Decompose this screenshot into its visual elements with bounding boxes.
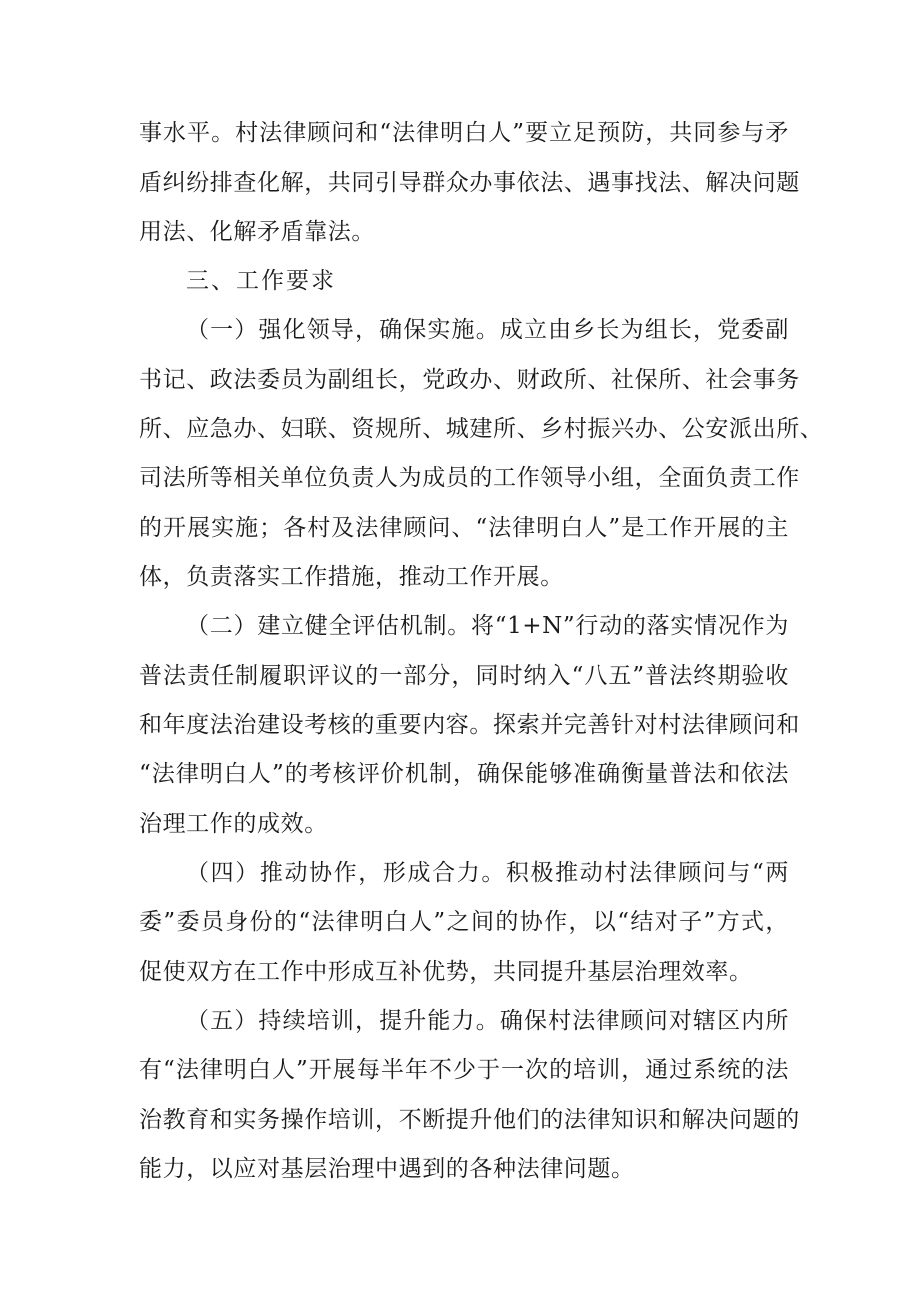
text-line: 事水平。村法律顾问和“法律明白人”要立足预防，共同参与矛 (139, 120, 789, 146)
text-line: 能力，以应对基层治理中遇到的各种法律问题。 (139, 1156, 635, 1182)
text-line: 治理工作的成效。 (139, 811, 328, 837)
text-line: 和年度法治建设考核的重要内容。探索并完善针对村法律顾问和 (139, 712, 800, 738)
text-line: 司法所等相关单位负责人为成员的工作领导小组，全面负责工作 (139, 465, 800, 491)
text-line: “法律明白人”的考核评价机制，确保能够准确衡量普法和依法 (139, 761, 789, 787)
text-line: 有“法律明白人”开展每半年不少于一次的培训，通过系统的法 (139, 1057, 789, 1083)
text-line: 体，负责落实工作措施，推动工作开展。 (139, 564, 564, 590)
text-line: 所、应急办、妇联、资规所、城建所、乡村振兴办、公安派出所、 (139, 416, 824, 442)
paragraph-first-line: （五）持续培训，提升能力。确保村法律顾问对辖区内所 (186, 1008, 789, 1034)
text-line: 用法、化解矛盾靠法。 (139, 219, 375, 245)
text-line: 普法责任制履职评议的一部分，同时纳入“八五”普法终期验收 (139, 663, 789, 689)
text-line: 盾纠纷排查化解，共同引导群众办事依法、遇事找法、解决问题 (139, 170, 800, 196)
paragraph-first-line: （一）强化领导，确保实施。成立由乡长为组长，党委副 (186, 317, 789, 343)
text-line: 促使双方在工作中形成互补优势，共同提升基层治理效率。 (139, 959, 753, 985)
text-line: 治教育和实务操作培训，不断提升他们的法律知识和解决问题的 (139, 1107, 800, 1133)
paragraph-first-line: （四）推动协作，形成合力。积极推动村法律顾问与“两 (186, 860, 789, 886)
paragraph-first-line: （二）建立健全评估机制。将“1+N”行动的落实情况作为 (186, 613, 789, 639)
section-heading: 三、工作要求 (186, 268, 336, 294)
text-line: 的开展实施；各村及法律顾问、“法律明白人”是工作开展的主 (139, 515, 789, 541)
text-line: 书记、政法委员为副组长，党政办、财政所、社保所、社会事务 (139, 367, 800, 393)
text-line: 委”委员身份的“法律明白人”之间的协作，以“结对子”方式， (139, 909, 789, 935)
